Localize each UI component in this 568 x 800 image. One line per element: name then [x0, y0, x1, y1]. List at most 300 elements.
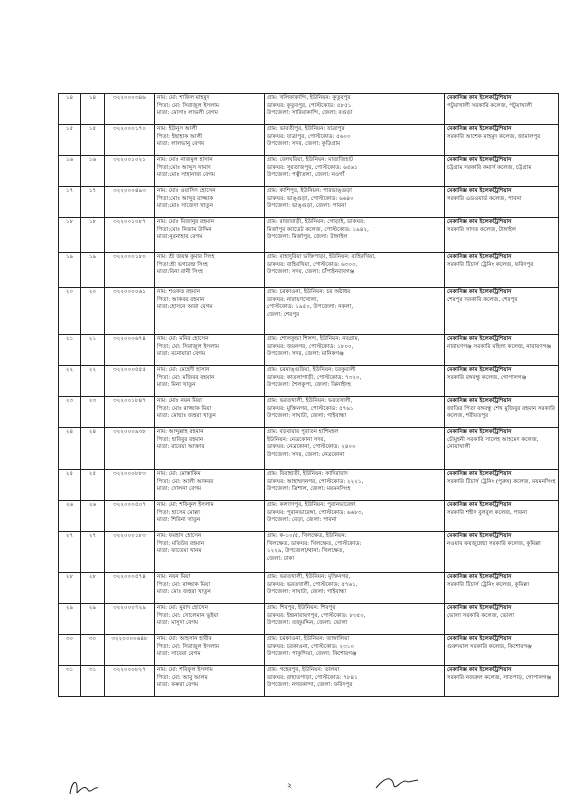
- table-row: [59, 573, 559, 604]
- address-line: গ্রাম: ভরতখালী, ইউনিয়ন: মুক্তিনগর,: [267, 574, 351, 580]
- table-row: [59, 218, 559, 253]
- roll-cell: [105, 604, 155, 635]
- post-name: মেকানিক্স কাম ইলেকট্রিশিয়ান: [447, 398, 512, 404]
- address-cell: [265, 604, 445, 635]
- address-line: উপজেলা: সদর, জেলা: নেত্রকোনা: [267, 451, 345, 458]
- roll-number: ৩২২০০০৪৯৩: [113, 188, 146, 194]
- applicant-name: নাম: মো: শফিকুল ইসলাম: [157, 502, 214, 508]
- name-cell: [155, 366, 265, 397]
- roll-cell: [105, 532, 155, 573]
- post-cell: [445, 366, 559, 397]
- serial-number-2: ১৮: [88, 219, 97, 225]
- serial-number-2: ২১: [88, 336, 97, 342]
- address-line: গ্রাম: বড়বারার পুরাতন হাশিমহল: [267, 429, 339, 435]
- table-row: [59, 604, 559, 635]
- address-line: পোস্টকোড: ১৯৫০, উপজেলা: নকলা,: [267, 304, 354, 311]
- address-line: গ্রাম: শিবপুর, ইউনিয়ন: শিবপুর: [267, 605, 336, 611]
- institution-name: সরকারি বঙ্গবন্ধু কলেজ, গোপালগঞ্জ: [447, 374, 527, 381]
- address-line: গ্রাম: ভাবতীপুর, ইউনিয়ন: যাত্রাপুর: [267, 126, 345, 132]
- post-cell: [445, 253, 559, 288]
- applicant-table: [58, 93, 559, 697]
- serial-number-2: ১৭: [88, 188, 97, 194]
- father-name: পিতা: মো: সিরাজুল ইসলাম: [157, 643, 219, 650]
- roll-cell: [105, 573, 155, 604]
- father-name: পিতা:মোঃ নিজাম উদ্দিন: [157, 226, 212, 233]
- signature-left: [62, 774, 106, 800]
- address-line: ডাকঘর: পুরানভারেঙ্গা, পোস্টকোড: ৬৬৮৩,: [267, 509, 364, 516]
- institution-name: নারায়ণগঞ্জ সরকারি মহিলা কলেজ, নারায়ণগঞ্জ: [447, 343, 552, 350]
- applicant-name: নাম: আব্দুল্লাহ রহমান: [157, 429, 204, 435]
- signature-right: [372, 772, 422, 794]
- post-name: মেকানিক্স কাম ইলেকট্রিশিয়ান: [447, 126, 512, 132]
- post-name: মেকানিক্স কাম ইলেকট্রিশিয়ান: [447, 219, 512, 225]
- address-line: ডাকঘর: নারায়ণখোলা,: [267, 296, 319, 303]
- address-line: ডাকঘর: মুক্তিনগর, পোস্টকোড: ৫৭৬১: [267, 405, 354, 412]
- roll-cell: [105, 635, 155, 666]
- name-cell: [155, 218, 265, 253]
- mother-name: মাতা: মিনা খাতুন: [157, 382, 196, 389]
- address-line: গ্রাম: খলিফাকান্দি, ইউনিয়ন: কুতুবপুর: [267, 95, 351, 101]
- address-cell: [265, 501, 445, 532]
- applicant-name: নাম: মো: মেহেদী হাসান: [157, 367, 210, 373]
- name-cell: [155, 253, 265, 288]
- applicant-name: নাম: ইউনুস আলী: [157, 126, 198, 132]
- address-line: ডাকঘর: চরকাওনা, পোস্টকোড: ২৩১০: [267, 643, 354, 650]
- address-line: গ্রাম: বিরাহাতী, ইউনিয়ন: কাদিরাবাদ: [267, 471, 348, 477]
- institution-name: জাতির পিতা বঙ্গবন্ধু শেখ মুজিবুর রহমান সরকারি কলেজ, শরীয়তপুর: [447, 405, 555, 420]
- roll-number: ৩২২০০০১৮০: [113, 254, 146, 260]
- serial-cell-2: [81, 366, 105, 397]
- name-cell: [155, 666, 265, 697]
- roll-cell: [105, 428, 155, 470]
- post-name: মেকানিক্স কাম ইলেকট্রিশিয়ান: [447, 574, 512, 580]
- address-line: ডাকঘর: বাহিরখিয়া, পোস্টকোড: ৬৩০০,: [267, 261, 358, 268]
- post-name: মেকানিক্স কাম ইলেকট্রিশিয়ান: [447, 502, 512, 508]
- address-line: উপজেলা: পত্নীতলা, জেলা: নওগাঁ: [267, 172, 345, 179]
- address-cell: [265, 218, 445, 253]
- post-cell: [445, 94, 559, 125]
- address-cell: [265, 470, 445, 501]
- address-cell: [265, 366, 445, 397]
- serial-cell-2: [81, 187, 105, 218]
- serial-number-2: ১৯: [88, 254, 97, 260]
- institution-name: চট্টগ্রাম সরকারি কমার্স কলেজ, চট্টগ্রাম: [447, 164, 532, 171]
- institution-name: সরকারি টিচার্স ট্রেনিং কলেজ, ফরিদপুর: [447, 261, 534, 268]
- mother-name: মাতা: শিরিনা খাতুন: [157, 517, 201, 524]
- mother-name: মাতা:হোসনে আরা বেগম: [157, 304, 213, 311]
- post-name: মেকানিক্স কাম ইলেকট্রিশিয়ান: [447, 429, 512, 435]
- table-row: [59, 94, 559, 125]
- address-line: উপজেলা: সাঘাটা, জেলা: গাইবান্ধা: [267, 589, 347, 596]
- roll-cell: [105, 187, 155, 218]
- name-cell: [155, 288, 265, 335]
- post-cell: [445, 156, 559, 187]
- post-cell: [445, 501, 559, 532]
- roll-cell: [105, 218, 155, 253]
- mother-name: মাতা: রাবেয়া আক্তার: [157, 444, 205, 451]
- applicant-name: নাম: নয়ন মিয়া: [157, 574, 191, 580]
- name-cell: [155, 335, 265, 366]
- roll-cell: [105, 366, 155, 397]
- table-row: [59, 335, 559, 366]
- table-row: [59, 397, 559, 428]
- address-line: ডাকঘর: সুরতাজপুর, পোস্টকোড: ৬৫৬১: [267, 164, 358, 171]
- address-line: ডাকঘর: যাত্রাপুর, পোস্টকোড: ৫৬০০: [267, 133, 351, 140]
- table-row: [59, 501, 559, 532]
- serial-cell: [59, 218, 81, 253]
- address-cell: [265, 635, 445, 666]
- post-name: মেকানিক্স কাম ইলেকট্রিশিয়ান: [447, 289, 512, 295]
- serial-number: ১৮: [65, 219, 74, 225]
- post-cell: [445, 187, 559, 218]
- serial-number: ২২: [65, 367, 74, 373]
- serial-number-2: ২৭: [88, 533, 97, 539]
- institution-name: সরকারি এডওয়ার্ড কলেজ, পাবনা: [447, 195, 522, 202]
- applicant-name: নাম: মোঃ নাজমুল হাসান: [157, 157, 213, 163]
- post-cell: [445, 470, 559, 501]
- address-line: জেলা: ঢাকা: [267, 555, 295, 562]
- father-name: পিতা: মোঃ রাজ্জাক মিয়া: [157, 405, 212, 412]
- address-line: উপজেলা: মির্জাপুর, জেলা: টাঙ্গাইল: [267, 234, 348, 241]
- roll-number: ৩২২০০০৩৪৬: [113, 95, 146, 101]
- institution-name: চৌমুহনী সরকারি সালেহ আহমেদ কলেজ, নোয়াখালী: [447, 436, 539, 451]
- address-cell: [265, 288, 445, 335]
- post-cell: [445, 125, 559, 156]
- post-name: মেকানিক্স কাম ইলেকট্রিশিয়ান: [447, 605, 512, 611]
- serial-cell-2: [81, 532, 105, 573]
- roll-cell: [105, 335, 155, 366]
- name-cell: [155, 501, 265, 532]
- address-line: গ্রাম: বাহাদুরিয়া ভক্তিপাড়া, ইউনিয়ন: বাহিরখিয়া,: [267, 254, 376, 260]
- serial-cell: [59, 470, 81, 501]
- applicant-name: নাম: মোঃ নয়ন মিয়া: [157, 398, 202, 404]
- roll-cell: [105, 94, 155, 125]
- address-line: ডাকঘর: কাতলাগাড়ী, পোস্টকোড: ৭৩২০,: [267, 374, 362, 381]
- institution-name: শেরপুর সরকারি কলেজ, শেরপুর: [447, 296, 518, 303]
- serial-number-2: ১৬: [88, 157, 97, 163]
- address-line: জেলা: শেরপুর: [267, 311, 300, 318]
- serial-number: ২৪: [65, 429, 74, 435]
- serial-cell-2: [81, 573, 105, 604]
- serial-cell: [59, 335, 81, 366]
- serial-number-2: ২৬: [88, 502, 97, 508]
- address-line: ডাকঘর: ভরতখালী, পোস্টকোড: ৫৭৬১,: [267, 581, 358, 588]
- father-name: পিতা: মতিউর রহমান: [157, 540, 205, 547]
- serial-number: ১৭: [65, 188, 74, 194]
- post-name: মেকানিক্স কাম ইলেকট্রিশিয়ান: [447, 336, 512, 342]
- roll-number: ৩২২০০০৬৭৪: [113, 336, 146, 342]
- mother-name: মাতা: ফৰুরা বেগম: [157, 682, 199, 689]
- roll-number: ৩২২০০০৮২৭: [113, 667, 146, 673]
- name-cell: [155, 635, 265, 666]
- serial-number-2: ২৪: [88, 429, 97, 435]
- father-name: পিতা: আকবর রহমান: [157, 296, 205, 303]
- address-cell: [265, 335, 445, 366]
- address-cell: [265, 428, 445, 470]
- table-row: [59, 125, 559, 156]
- serial-number-2: ২২: [88, 367, 97, 373]
- serial-cell-2: [81, 253, 105, 288]
- father-name: পিতা:মোঃ আব্দুস সামাদ: [157, 164, 211, 171]
- serial-cell: [59, 253, 81, 288]
- address-line: খিলক্ষেত, ডাকঘর: খিলক্ষেত, পোস্টকোড:: [267, 540, 362, 547]
- serial-cell-2: [81, 397, 105, 428]
- serial-cell-2: [81, 604, 105, 635]
- post-cell: [445, 666, 559, 697]
- applicant-name: নাম: শওকত রহমান: [157, 289, 201, 295]
- post-name: মেকানিক্স কাম ইলেকট্রিশিয়ান: [447, 636, 512, 642]
- serial-cell: [59, 666, 81, 697]
- table-row: [59, 288, 559, 335]
- serial-number: ১৪: [65, 95, 74, 101]
- post-cell: [445, 288, 559, 335]
- applicant-name: নাম: শ্রী জয়ন্ত কুমার সিংহ: [157, 254, 215, 260]
- post-cell: [445, 604, 559, 635]
- mother-name: মাতা: লালভানু বেগম: [157, 141, 205, 148]
- address-cell: [265, 94, 445, 125]
- address-line: গ্রাম: চরকাওনা, ইউনিয়ন: চর অষ্টাধর: [267, 289, 351, 295]
- name-cell: [155, 187, 265, 218]
- page-footer: [0, 768, 568, 800]
- table-row: [59, 366, 559, 397]
- post-cell: [445, 397, 559, 428]
- serial-number: ২৬: [65, 502, 74, 508]
- applicant-name: নাম: মো: মোস্তাকিম: [157, 471, 201, 477]
- serial-number-2: ১৫: [88, 126, 97, 132]
- table-row: [59, 253, 559, 288]
- name-cell: [155, 573, 265, 604]
- roll-cell: [105, 156, 155, 187]
- post-name: মেকানিক্স কাম ইলেকট্রিশিয়ান: [447, 367, 512, 373]
- roll-cell: [105, 501, 155, 532]
- mother-name: মাতা: মোসাঃ লাভলী বেগম: [157, 110, 218, 117]
- address-line: উপজেলা: সদর, জেলা: কুড়িগ্রাম: [267, 141, 341, 148]
- applicant-name: নাম: ফরহাদ হোসেন: [157, 533, 202, 539]
- name-cell: [155, 125, 265, 156]
- serial-number: ২৫: [65, 471, 74, 477]
- institution-name: পটুয়াখালী সরকারি কলেজ, পটুয়াখালী: [447, 102, 533, 109]
- name-cell: [155, 94, 265, 125]
- post-cell: [445, 428, 559, 470]
- roll-number: ৩২২০০১৮৪৭: [113, 398, 146, 404]
- address-line: উপজেলা: তজুমদ্দিন, জেলা: ভোলা: [267, 620, 348, 627]
- serial-cell-2: [81, 94, 105, 125]
- post-cell: [445, 218, 559, 253]
- address-cell: [265, 187, 445, 218]
- roll-number: ৩২২০০০৫০৭: [113, 502, 146, 508]
- serial-cell-2: [81, 156, 105, 187]
- name-cell: [155, 532, 265, 573]
- serial-number: ২৭: [65, 533, 74, 539]
- serial-number-2: ২৮: [88, 574, 97, 580]
- address-line: উপজেলা: পাকুন্দিয়া, জেলা: কিশোরগঞ্জ: [267, 651, 357, 658]
- address-line: গ্রাম: গহেরপুর, ইউনিয়ন: তালমা: [267, 667, 340, 673]
- address-line: গ্রাম: রাজাবাড়ী, ইউনিয়ন: গোড়াই, ডাকঘর:: [267, 219, 366, 225]
- serial-cell-2: [81, 470, 105, 501]
- roll-cell: [105, 253, 155, 288]
- post-cell: [445, 532, 559, 573]
- serial-cell: [59, 532, 81, 573]
- roll-number: ৩২২০০০৫৫৫: [113, 367, 146, 373]
- serial-cell-2: [81, 666, 105, 697]
- address-line: ১২২৯, উপজেলা/থানা: খিলক্ষেত,: [267, 548, 345, 555]
- applicant-name: নাম: মো: শাকিল মাহমুদ: [157, 95, 210, 101]
- serial-number-2: ২৫: [88, 471, 97, 477]
- address-line: উপজেলা: সদর, জেলা: চাঁপাইনবাবগঞ্জ: [267, 269, 355, 276]
- address-cell: [265, 666, 445, 697]
- post-name: মেকানিক্স কাম ইলেকট্রিশিয়ান: [447, 188, 512, 194]
- serial-cell-2: [81, 635, 105, 666]
- institution-name: নওয়াব ফয়জুন্নেছা সরকারি কলেজ, কুমিল্লা: [447, 540, 541, 547]
- serial-cell: [59, 366, 81, 397]
- table-row: [59, 156, 559, 187]
- address-line: ডাকঘর: রাহাতপাড়া, পোস্টকোড: ৭৮৪১: [267, 674, 358, 681]
- name-cell: [155, 470, 265, 501]
- institution-name: সরকারি শহীদ বুলবুল কলেজ, পাবনা: [447, 509, 528, 516]
- table-row: [59, 470, 559, 501]
- address-line: উপজেলা: ত্রিশাল, জেলা: ময়মনসিংহ: [267, 486, 351, 493]
- roll-number: ৩২২০০০৮৮৩: [113, 471, 146, 477]
- address-line: উপজেলা: ভাঙ্গুড়া, জেলা: পাবনা: [267, 203, 347, 210]
- address-line: গ্রাম: কাশিপুর, ইউনিয়ন: পারভাঙ্গুড়া: [267, 188, 352, 194]
- father-name: পিতা: মো: আলী আকবর: [157, 478, 214, 485]
- institution-name: গুরুদয়াল সরকারি কলেজ, কিশোরগঞ্জ: [447, 643, 532, 650]
- address-line: গ্রাম: শোলকুন্ডা শিলন্দ, ইউনিয়ন: নবগ্রাম,: [267, 336, 360, 342]
- address-line: ডাকঘর: নেত্রকোনা, পোস্টকোড: ২৪০০: [267, 444, 356, 451]
- serial-cell: [59, 604, 81, 635]
- roll-cell: [105, 470, 155, 501]
- serial-cell: [59, 428, 81, 470]
- mother-name: মাতা:মোঃ সাজেদা খাতুন: [157, 203, 213, 210]
- roll-number: ৩২২০০০০৬১: [113, 289, 146, 295]
- address-line: উপজেলা: সারিয়াকান্দি, জেলা: বগুড়া: [267, 110, 353, 117]
- mother-name: মাতা: মোঃ জহুরা খাতুন: [157, 589, 211, 596]
- address-line: গ্রাম: চরমাঙ্গুরিয়া, ইউনিয়ন: চরকুরালী: [267, 367, 356, 373]
- table-row: [59, 187, 559, 218]
- roll-number: ৩২২০০০১৮৩: [113, 533, 146, 539]
- name-cell: [155, 604, 265, 635]
- serial-cell-2: [81, 125, 105, 156]
- address-line: ডাকঘর: ভাঙ্গুড়া, পোস্টকোড: ৬৬৪০: [267, 195, 354, 202]
- serial-cell-2: [81, 335, 105, 366]
- serial-number-2: ২৩: [88, 398, 97, 404]
- address-cell: [265, 253, 445, 288]
- serial-cell: [59, 187, 81, 218]
- name-cell: [155, 397, 265, 428]
- father-name: পিতা: ইছাহাক আলী: [157, 133, 203, 140]
- institution-name: সরকারি আশেক মাহমুদ কলেজ, জামালপুর: [447, 133, 541, 140]
- institution-name: সরকারি টিচার্স ট্রেনিং কলেজ, কুমিল্লা: [447, 581, 530, 588]
- address-line: গ্রাম: কল্যাণপুর, ইউনিয়ন: পুরানভারেঙ্গা: [267, 502, 356, 508]
- serial-cell-2: [81, 288, 105, 335]
- serial-number-2: ২৯: [88, 605, 97, 611]
- father-name: পিতা:মোঃ আব্দুর রাজ্জাক: [157, 195, 214, 202]
- roll-number: ৩২২০০০১৭০: [113, 126, 146, 132]
- serial-number: ১৬: [65, 157, 74, 163]
- roll-cell: [105, 666, 155, 697]
- address-line: ইউনিয়ন: নেত্রকোনা সদর,: [267, 436, 326, 443]
- address-line: ডাকঘর: ইন্দ্রনারায়ণপুর, পোস্টকোড: ৮৩৫০,: [267, 612, 366, 619]
- roll-number: ৩২২০০০৯৩৮: [113, 429, 146, 435]
- address-cell: [265, 397, 445, 428]
- address-line: মির্জাপুর ক্যাডেট কলেজ, পোস্টকোড: ১৯৪২,: [267, 226, 369, 233]
- father-name: পিতা: হাসেম মোল্লা: [157, 509, 200, 516]
- mother-name: মাতা: মোছাঃ জহুরা খাতুন: [157, 413, 216, 420]
- table-row: [59, 428, 559, 470]
- serial-cell-2: [81, 428, 105, 470]
- serial-cell-2: [81, 501, 105, 532]
- mother-name: মাতা:মোঃ সাহানাজ বেগম: [157, 172, 215, 179]
- serial-number: ৩০: [65, 636, 74, 642]
- serial-number: ২৮: [65, 574, 74, 580]
- serial-cell: [59, 501, 81, 532]
- serial-cell: [59, 288, 81, 335]
- serial-cell: [59, 156, 81, 187]
- post-cell: [445, 635, 559, 666]
- post-name: মেকানিক্স কাম ইলেকট্রিশিয়ান: [447, 157, 512, 163]
- address-cell: [265, 532, 445, 573]
- applicant-name: নাম: মো: আহসান হাবীব: [157, 636, 212, 642]
- serial-cell: [59, 397, 81, 428]
- address-cell: [265, 573, 445, 604]
- address-line: ডাকঘর: জয়নগর, পোস্টকোড: ১৮০০,: [267, 343, 354, 350]
- address-line: গ্রাম: ভরতখালী, ইউনিয়ন: ভরতখালী,: [267, 398, 353, 404]
- father-name: পিতা: মো: সিরাজুল ইসলাম: [157, 102, 219, 109]
- post-cell: [445, 573, 559, 604]
- roll-number: ৩২২০০০৫৭৪: [113, 574, 146, 580]
- post-cell: [445, 335, 559, 366]
- serial-number: ২০: [65, 289, 74, 295]
- name-cell: [155, 428, 265, 470]
- post-name: মেকানিক্স কাম ইলেকট্রিশিয়ান: [447, 533, 512, 539]
- mother-name: মাতা:নুরনাহার বেগম: [157, 234, 203, 241]
- applicant-name: নাম: মোঃ ওয়াসিদ হোসেন: [157, 188, 216, 194]
- father-name: পিতা: মো: মজিবর রহমান: [157, 374, 215, 381]
- serial-cell-2: [81, 218, 105, 253]
- serial-number: ১৯: [65, 254, 74, 260]
- roll-number: ৩২২০০১০৮৭: [113, 219, 146, 225]
- page-number: ২: [287, 781, 293, 790]
- father-name: পিতা:শ্রী ভগবেন্দ্র সিংহ: [157, 261, 208, 268]
- address-line: উপজেলা: নগরকান্দা, জেলা: ফরিদপুর: [267, 682, 353, 689]
- serial-number-2: ১৪: [88, 95, 97, 101]
- post-name: মেকানিক্স কাম ইলেকট্রিশিয়ান: [447, 667, 512, 673]
- table-row: [59, 635, 559, 666]
- address-line: উপজেলা: শৈলকুপা, জেলা: ঝিনাইদহ: [267, 382, 351, 389]
- address-line: ডাকঘর: কুতুবপুর, পোস্টকোড: ৫৮৫১: [267, 102, 352, 109]
- mother-name: মাতা: দোলনা বেগম: [157, 486, 202, 493]
- address-cell: [265, 156, 445, 187]
- table-row: [59, 666, 559, 697]
- serial-number: ৩১: [65, 667, 74, 673]
- mother-name: মাতা: ফাতেমা খানম: [157, 548, 202, 555]
- applicant-name: নাম: মোঃ মিজানুর রহমান: [157, 219, 215, 225]
- serial-number-2: ৩০: [88, 636, 97, 642]
- mother-name: মাতা: মনোয়ারা বেগম: [157, 351, 206, 358]
- father-name: পিতা: মো: আবু আলম: [157, 674, 208, 681]
- roll-number: ৩২২০০০৭২৯: [113, 605, 146, 611]
- applicant-name: নাম: মো: মুরাদ হোসেন: [157, 605, 209, 611]
- applicant-table-body: [59, 94, 559, 697]
- serial-cell: [59, 635, 81, 666]
- institution-name: ভোলা সরকারি কলেজ, ভোলা: [447, 612, 515, 619]
- serial-number: ২১: [65, 336, 74, 342]
- post-name: মেকানিক্স কাম ইলেকট্রিশিয়ান: [447, 471, 512, 477]
- name-cell: [155, 156, 265, 187]
- applicant-name: নাম: মো: শরিফুল ইসলাম: [157, 667, 213, 673]
- address-line: গ্রাম: ক-১০/৫, খিলক্ষেত, ইউনিয়ন:: [267, 533, 347, 539]
- roll-cell: [105, 288, 155, 335]
